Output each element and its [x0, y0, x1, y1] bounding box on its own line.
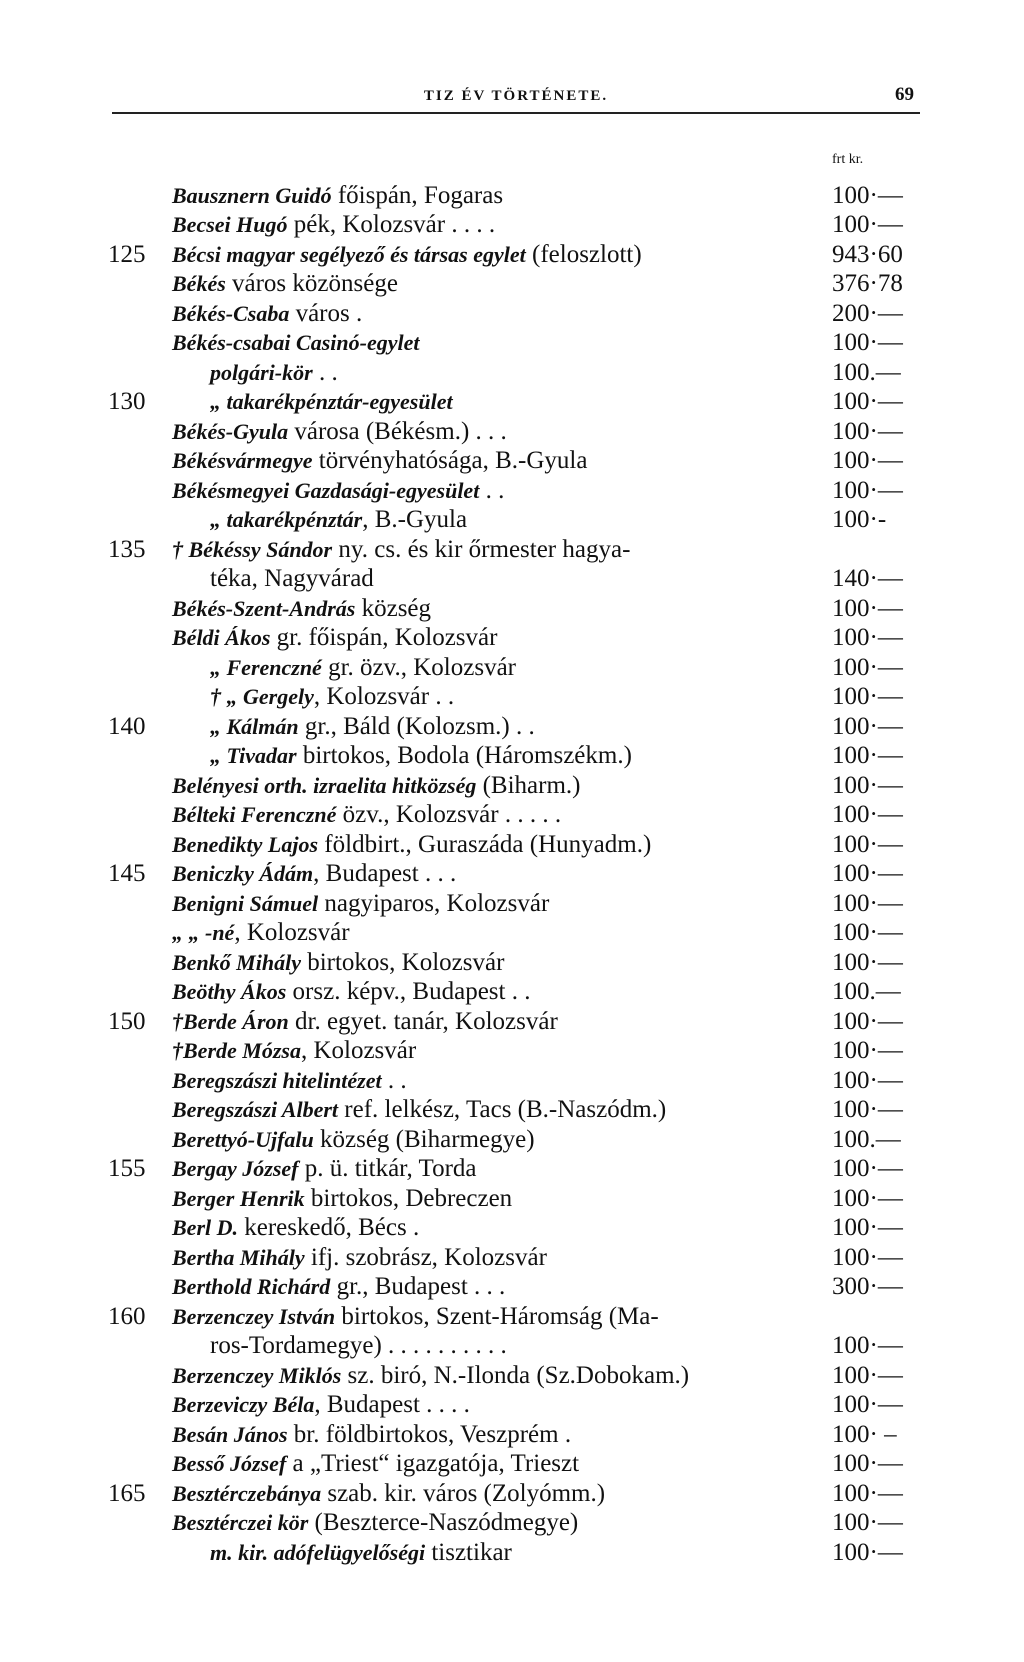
entry-text [172, 978, 530, 1007]
entry-text [172, 1509, 578, 1538]
entry-details: gr., Budapest . . . [330, 1272, 506, 1300]
entry-name: Besztérczebánya [172, 1481, 322, 1506]
entry-amount: 100.— [832, 359, 901, 386]
entry-text [210, 388, 453, 417]
list-item [0, 1008, 1024, 1037]
entry-details: , Budapest . . . [313, 859, 457, 887]
entry-amount: 100·— [832, 800, 903, 828]
entry-number: 125 [108, 241, 146, 268]
entry-text [210, 1539, 512, 1568]
entry-name: Bergay József [172, 1155, 299, 1181]
list-item [0, 1037, 1024, 1068]
entry-amount: 100·— [832, 1213, 903, 1241]
entry-details: , Kolozsvár [300, 1036, 417, 1064]
list-item [0, 506, 1024, 537]
entry-name: Berettyó-Ujfalu [172, 1127, 314, 1152]
entry-details: ifj. szobrász, Kolozsvár [304, 1244, 547, 1271]
entry-details: téka, Nagyvárad [210, 564, 374, 592]
entry-name: † Békéssy Sándor [172, 537, 333, 562]
entry-text [172, 1096, 666, 1125]
entry-name: Berzenczey István [172, 1304, 336, 1329]
list-item [0, 919, 1024, 950]
entry-text [172, 300, 362, 329]
list-item [0, 1421, 1024, 1450]
entry-amount: 100·— [832, 446, 903, 474]
entry-details: földbirt., Guraszáda (Hunyadm.) [318, 831, 652, 858]
entry-text [210, 654, 516, 683]
list-item [0, 1067, 1024, 1096]
entry-amount: 100·— [832, 831, 903, 858]
entry-details: szab. kir. város (Zolyómm.) [321, 1480, 606, 1507]
list-item [0, 300, 1024, 329]
page-header [112, 82, 920, 114]
entry-amount: 100·— [832, 477, 903, 504]
entry-details: gr., Báld (Kolozsm.) . . [298, 713, 535, 740]
list-item [0, 860, 1024, 891]
list-item [0, 683, 1024, 714]
entry-name: Besán János [172, 1422, 288, 1447]
list-item [0, 890, 1024, 919]
entry-text [172, 1037, 416, 1066]
entry-details: orsz. képv., Budapest . . [286, 977, 531, 1005]
list-item [0, 978, 1024, 1009]
entry-text [172, 1480, 605, 1509]
entry-amount: 100·— [832, 1244, 903, 1271]
entry-text [172, 329, 419, 358]
entry-amount: 100·— [832, 1480, 903, 1507]
entry-text [172, 211, 495, 240]
entry-text [172, 772, 581, 801]
list-item [0, 1450, 1024, 1481]
entry-name: „ Kálmán [210, 714, 299, 739]
entry-details: városa (Békésm.) . . . [288, 418, 507, 445]
entry-name: Beregszászi hitelintézet [172, 1068, 382, 1093]
entry-name: Benedikty Lajos [172, 832, 319, 857]
entry-amount: 376·78 [832, 269, 903, 297]
entry-text [172, 182, 503, 211]
entry-amount: 100·— [832, 1008, 903, 1035]
entry-details: gr. főispán, Kolozsvár [270, 623, 498, 651]
entry-amount: 100·— [832, 859, 903, 887]
list-item [0, 1332, 1024, 1363]
entry-amount: 200·— [832, 300, 903, 327]
entry-details: , Kolozsvár [234, 918, 350, 946]
entry-amount: 100·— [832, 328, 903, 356]
entry-details: . . [381, 1067, 407, 1094]
entry-details: birtokos, Debreczen [304, 1185, 513, 1212]
entry-name: †Berde Mózsa [172, 1037, 301, 1063]
entry-amount: 100·— [832, 918, 903, 946]
entry-details: p. ü. titkár, Torda [298, 1154, 477, 1182]
entry-details: , Kolozsvár . . [313, 682, 455, 710]
entry-details: tisztikar [425, 1539, 512, 1566]
running-title: TIZ ÉV TÖRTÉNETE. [423, 88, 609, 104]
list-item [0, 418, 1024, 447]
entry-amount: 100·— [832, 1449, 903, 1477]
entry-name: Bécsi magyar segélyező és társas egylet [172, 242, 526, 267]
entry-name: †Berde Áron [172, 1009, 289, 1034]
entry-amount: 100·— [832, 1185, 903, 1212]
entry-name: Bélteki Ferenczné [172, 801, 337, 827]
donor-list [0, 182, 1024, 1568]
entry-text [172, 447, 587, 476]
list-item [0, 1509, 1024, 1540]
list-item [0, 329, 1024, 360]
entry-number: 140 [108, 713, 146, 740]
entry-text [172, 1273, 505, 1302]
entry-number: 130 [108, 387, 146, 415]
entry-name: m. kir. adófelügyelőségi [210, 1540, 426, 1565]
list-item [0, 1244, 1024, 1273]
entry-text [210, 683, 454, 712]
entry-number: 165 [108, 1480, 146, 1507]
entry-amount: 100·— [832, 387, 903, 415]
entry-details: sz. biró, N.-Ilonda (Sz.Dobokam.) [341, 1362, 690, 1389]
entry-number: 160 [108, 1303, 146, 1330]
entry-text [172, 1126, 535, 1155]
list-item [0, 624, 1024, 655]
entry-text [172, 890, 549, 919]
entry-number: 155 [108, 1154, 146, 1182]
entry-text [210, 1332, 507, 1361]
entry-name: „ takarékpénztár-egyesület [210, 388, 453, 414]
list-item [0, 831, 1024, 860]
entry-name: Békésvármegye [172, 447, 313, 473]
entry-name: Békés-Csaba [172, 301, 290, 326]
entry-text [210, 742, 632, 771]
entry-text [172, 801, 561, 830]
list-item [0, 1155, 1024, 1186]
entry-amount: 100.— [832, 1126, 901, 1153]
entry-name: † „ Gergely [210, 683, 314, 709]
entry-amount: 100·— [832, 1362, 903, 1389]
entry-details: ros-Tordamegye) . . . . . . . . . . [210, 1331, 507, 1359]
entry-name: Berzeviczy Béla [172, 1391, 315, 1417]
entry-number: 145 [108, 859, 146, 887]
entry-amount: 100·— [832, 654, 903, 681]
entry-amount: 100·— [832, 682, 903, 710]
entry-details: kereskedő, Bécs . [238, 1213, 420, 1241]
entry-name: Besső József [172, 1450, 287, 1476]
entry-details: (feloszlott) [525, 241, 642, 268]
list-item [0, 595, 1024, 624]
entry-text [210, 506, 467, 535]
entry-name: „ takarékpénztár [210, 506, 363, 532]
page-number: 69 [895, 84, 914, 105]
entry-details: város . [289, 300, 363, 327]
list-item [0, 801, 1024, 832]
entry-number: 150 [108, 1008, 146, 1035]
entry-details: (Biharm.) [476, 772, 581, 799]
entry-text [172, 624, 497, 653]
entry-amount: 100·— [832, 418, 903, 445]
entry-name: Beöthy Ákos [172, 978, 287, 1004]
entry-amount: 140·— [832, 564, 903, 592]
entry-amount: 100· – [832, 1421, 897, 1448]
list-item [0, 713, 1024, 742]
entry-amount: 100·— [832, 595, 903, 622]
entry-details: nagyiparos, Kolozsvár [318, 890, 550, 917]
entry-name: „ „ -né [172, 919, 235, 945]
entry-text [172, 595, 431, 624]
entry-amount: 100·— [832, 1036, 903, 1064]
list-item [0, 1362, 1024, 1391]
list-item [0, 1391, 1024, 1422]
entry-details: , Budapest . . . . [314, 1390, 470, 1418]
entry-text [172, 418, 507, 447]
entry-name: Belényesi orth. izraelita hitközség [172, 773, 477, 798]
entry-details: város közönsége [225, 269, 398, 297]
entry-text [172, 949, 504, 978]
entry-text [172, 919, 350, 948]
entry-text [172, 477, 504, 506]
entry-details: . . [479, 477, 505, 504]
entry-text [210, 713, 535, 742]
list-item [0, 1480, 1024, 1509]
list-item [0, 1096, 1024, 1127]
entry-amount: 100·— [832, 949, 903, 976]
entry-name: Békés-csabai Casinó-egylet [172, 329, 420, 355]
list-item [0, 654, 1024, 683]
entry-name: Benkő Mihály [172, 950, 301, 975]
list-item [0, 359, 1024, 388]
entry-text [172, 536, 630, 565]
entry-details: ny. cs. és kir őrmester hagya- [332, 536, 631, 563]
entry-name: Benigni Sámuel [172, 891, 319, 916]
entry-details: dr. egyet. tanár, Kolozsvár [288, 1008, 558, 1035]
entry-text [172, 1303, 659, 1332]
entry-details: . . [312, 359, 338, 386]
entry-amount: 100.— [832, 977, 901, 1005]
entry-text [172, 1155, 477, 1184]
entry-number: 135 [108, 536, 146, 563]
entry-amount: 100·— [832, 1390, 903, 1418]
entry-text [172, 270, 398, 299]
entry-name: Besztérczei kör [172, 1509, 309, 1535]
list-item [0, 182, 1024, 211]
entry-text [172, 1244, 547, 1273]
entry-amount: 100·— [832, 1067, 903, 1094]
entry-amount: 100·— [832, 182, 903, 209]
list-item [0, 772, 1024, 801]
entry-amount: 100·— [832, 890, 903, 917]
entry-details: község [355, 595, 432, 622]
entry-details: gr. özv., Kolozsvár [321, 654, 516, 681]
entry-name: Becsei Hugó [172, 211, 288, 237]
entry-name: Berthold Richárd [172, 1273, 331, 1299]
list-item [0, 241, 1024, 270]
entry-details: a „Triest“ igazgatója, Trieszt [286, 1449, 580, 1477]
list-item [0, 565, 1024, 596]
entry-name: Beregszászi Albert [172, 1096, 339, 1122]
entry-text [172, 860, 456, 889]
entry-amount: 943·60 [832, 241, 903, 268]
entry-details: község (Biharmegye) [313, 1126, 535, 1153]
entry-text [172, 1421, 571, 1450]
list-item [0, 1539, 1024, 1568]
entry-name: Békés [172, 270, 226, 296]
entry-amount: 100·— [832, 1154, 903, 1182]
entry-text [172, 1067, 407, 1096]
entry-text [172, 1391, 470, 1420]
entry-text [172, 1450, 579, 1479]
entry-name: Békésmegyei Gazdasági-egyesület [172, 478, 480, 503]
list-item [0, 211, 1024, 242]
entry-amount: 100·— [832, 1539, 903, 1566]
entry-name: Békés-Szent-András [172, 596, 356, 621]
entry-details: törvényhatósága, B.-Gyula [312, 446, 588, 474]
entry-text [210, 565, 374, 594]
list-item [0, 742, 1024, 773]
entry-details: főispán, Fogaras [331, 182, 504, 209]
entry-name: Békés-Gyula [172, 419, 289, 444]
entry-text [172, 1185, 512, 1214]
entry-amount: 300·— [832, 1272, 903, 1300]
amount-column-header: frt kr. [832, 152, 864, 167]
entry-name: polgári-kör [210, 360, 313, 385]
list-item [0, 1214, 1024, 1245]
list-item [0, 1126, 1024, 1155]
entry-text [172, 831, 651, 860]
entry-name: Berl D. [172, 1214, 238, 1240]
entry-details: özv., Kolozsvár . . . . . [336, 800, 562, 828]
entry-details: pék, Kolozsvár . . . . [287, 210, 496, 238]
entry-amount: 100·— [832, 1095, 903, 1123]
list-item [0, 477, 1024, 506]
entry-name: Bausznern Guidó [172, 183, 332, 208]
entry-name: Berger Henrik [172, 1186, 305, 1211]
list-item [0, 388, 1024, 419]
entry-text [172, 241, 642, 270]
list-item [0, 949, 1024, 978]
entry-name: Berzenczey Miklós [172, 1363, 342, 1388]
entry-text [172, 1008, 558, 1037]
entry-details: birtokos, Bodola (Háromszékm.) [296, 741, 632, 769]
list-item [0, 1185, 1024, 1214]
entry-name: Bertha Mihály [172, 1245, 305, 1270]
entry-amount: 100·— [832, 772, 903, 799]
entry-text [172, 1362, 689, 1391]
list-item [0, 1273, 1024, 1304]
list-item [0, 270, 1024, 301]
entry-name: „ Tivadar [210, 742, 297, 768]
entry-amount: 100·— [832, 713, 903, 740]
entry-name: „ Ferenczné [210, 655, 322, 680]
entry-amount: 100·- [832, 505, 887, 533]
entry-details: br. földbirtokos, Veszprém . [287, 1421, 572, 1448]
entry-details: ref. lelkész, Tacs (B.-Naszódm.) [338, 1095, 667, 1123]
entry-amount: 100·— [832, 741, 903, 769]
entry-text [172, 1214, 419, 1243]
entry-amount: 100·— [832, 1508, 903, 1536]
list-item [0, 447, 1024, 478]
entry-text [210, 359, 338, 388]
entry-details: (Beszterce-Naszódmegye) [308, 1508, 579, 1536]
entry-amount: 100·— [832, 623, 903, 651]
entry-details: , B.-Gyula [362, 505, 468, 533]
entry-details: birtokos, Kolozsvár [300, 949, 505, 976]
list-item [0, 536, 1024, 565]
entry-details: birtokos, Szent-Háromság (Ma- [335, 1303, 659, 1330]
entry-name: Béldi Ákos [172, 624, 271, 650]
list-item [0, 1303, 1024, 1332]
entry-name: Beniczky Ádám [172, 860, 314, 886]
entry-amount: 100·— [832, 210, 903, 238]
entry-amount: 100·— [832, 1331, 903, 1359]
